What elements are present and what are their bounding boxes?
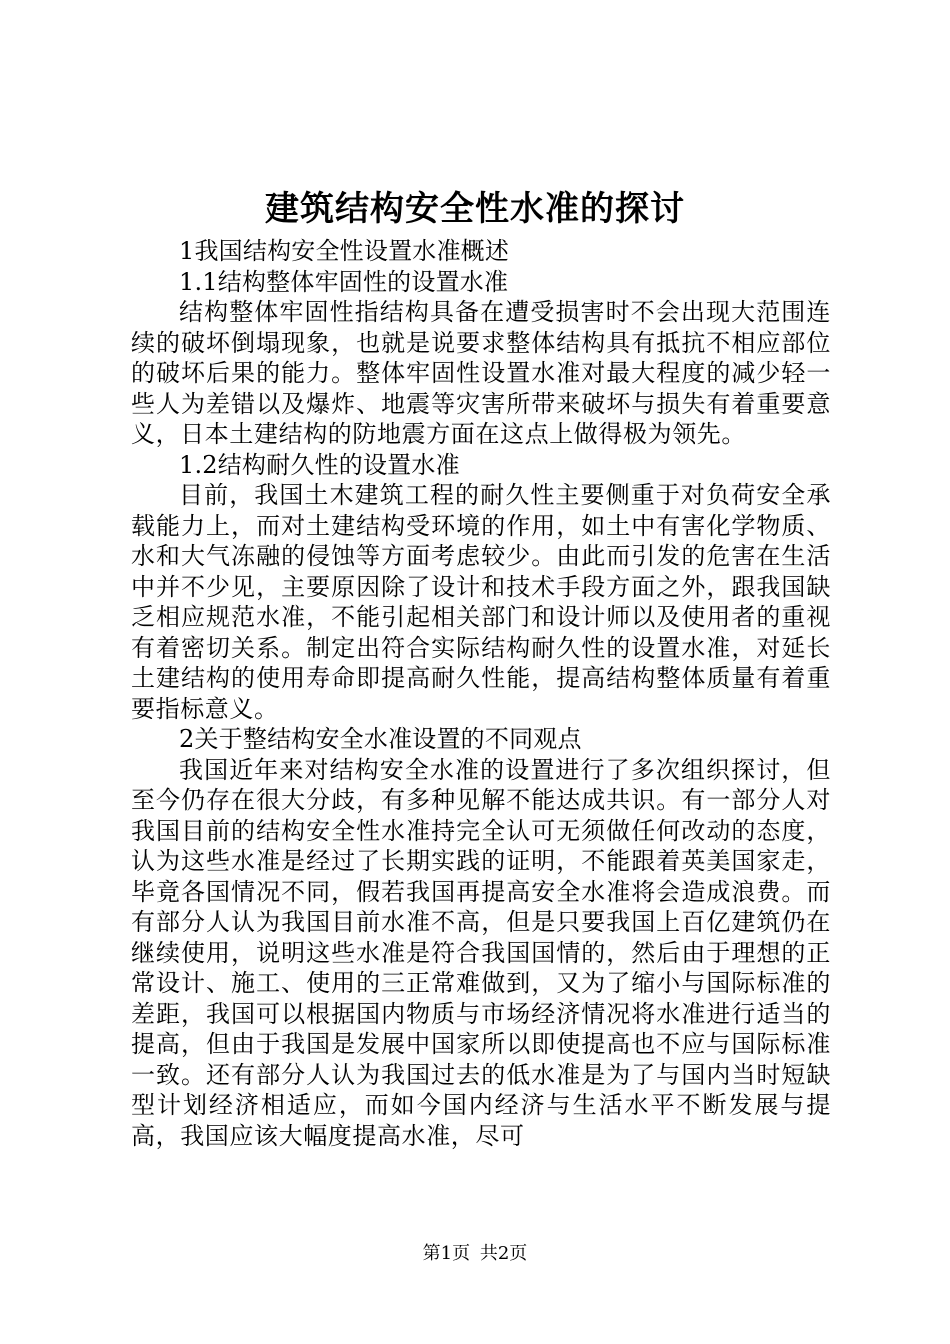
body-paragraph: 结构整体牢固性指结构具备在遭受损害时不会出现大范围连续的破坏倒塌现象，也就是说要求整体结构具有抵抗不相应部位的破坏后果的能力。整体牢固性设置水准对最大程度的减少轻一些人为差错以及爆炸、地震等灾害所带来破坏与损失有着重要意义，日本土建结构的防地震方面在这点上做得极为领先。 xyxy=(131,298,831,448)
body-paragraph: 我国近年来对结构安全水准的设置进行了多次组织探讨，但至今仍存在很大分歧，有多种见解不能达成共识。有一部分人对我国目前的结构安全性水准持完全认可无须做任何改动的态度，认为这些水准是经过了长期实践的证明，不能跟着英美国家走，毕竟各国情况不同，假若我国再提高安全水准将会造成浪费。而有部分人认为我国目前水准不高，但是只要我国上百亿建筑仍在继续使用，说明这些水准是符合我国国情的，然后由于理想的正常设计、施工、使用的三正常难做到，又为了缩小与国际标准的差距，我国可以根据国内物质与市场经济情况将水准进行适当的提高，但由于我国是发展中国家所以即使提高也不应与国际标准一致。还有部分人认为我国过去的低水准是为了与国内当时短缺型计划经济相适应，而如今国内经济与生活水平不断发展与提高，我国应该大幅度提高水准，尽可 xyxy=(131,755,831,1150)
page-number: 第1页 xyxy=(422,1243,471,1264)
section-heading: 1我国结构安全性设置水准概述 xyxy=(179,237,510,265)
subsection-heading: 1.2结构耐久性的设置水准 xyxy=(179,450,460,479)
body-paragraph: 目前，我国土木建筑工程的耐久性主要侧重于对负荷安全承载能力上，而对土建结构受环境的作用，如土中有害化学物质、水和大气冻融的侵蚀等方面考虑较少。由此而引发的危害在生活中并不少见，主要原因除了设计和技术手段方面之外，跟我国缺乏相应规范水准，不能引起相关部门和设计师以及使用者的重视有着密切关系。制定出符合实际结构耐久性的设置水准，对延长土建结构的使用寿命即提高耐久性能，提高结构整体质量有着重要指标意义。 xyxy=(131,481,831,723)
subsection-heading: 1.1结构整体牢固性的设置水准 xyxy=(179,267,509,296)
page-total: 共2页 xyxy=(479,1243,528,1264)
document-title: 建筑结构安全性水准的探讨 xyxy=(265,189,685,229)
page-footer xyxy=(0,1242,950,1266)
section-heading: 2关于整结构安全水准设置的不同观点 xyxy=(179,725,582,753)
document-body xyxy=(131,236,831,1151)
